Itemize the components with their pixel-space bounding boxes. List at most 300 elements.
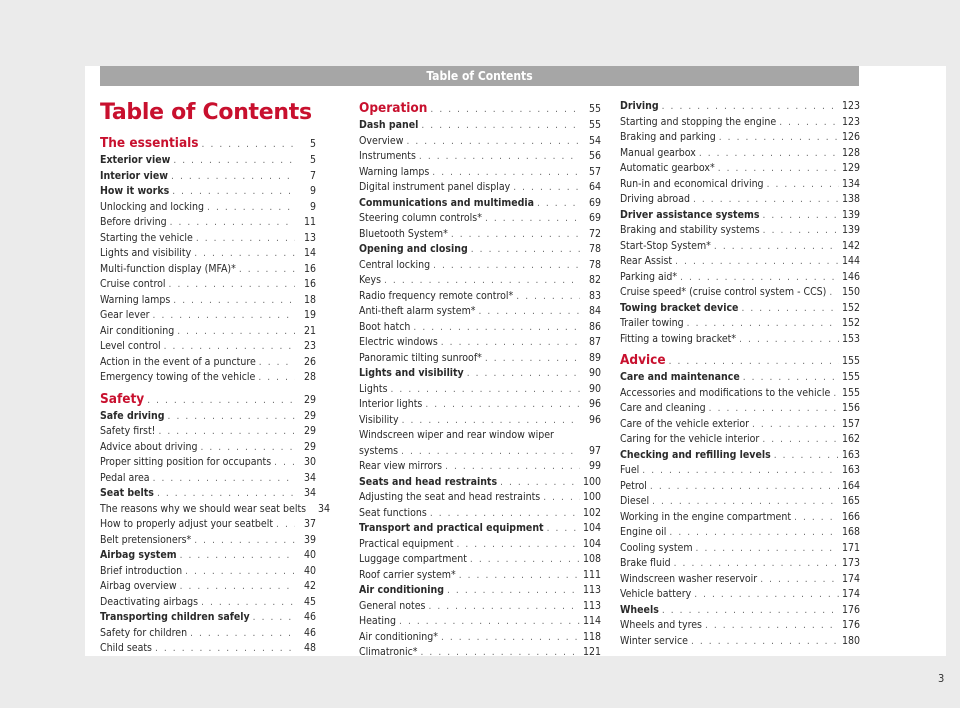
toc-entry[interactable]: [620, 161, 860, 177]
toc-entry[interactable]: [620, 401, 860, 417]
toc-page-number: 100: [582, 491, 601, 503]
toc-entry-label: Brake fluid: [620, 557, 671, 569]
toc-entry[interactable]: [359, 382, 601, 398]
toc-entry[interactable]: [620, 587, 860, 603]
toc-dot-leader: [158, 424, 295, 440]
toc-entry-label: Care and maintenance: [620, 371, 740, 383]
toc-entry[interactable]: [100, 486, 316, 502]
toc-entry-label: Driving abroad: [620, 193, 690, 205]
toc-dot-leader: [743, 370, 839, 386]
toc-entry-label: General notes: [359, 599, 426, 612]
toc-dot-leader: [153, 471, 295, 487]
toc-entry-label: How it works: [100, 185, 170, 197]
toc-section-heading[interactable]: [100, 390, 316, 409]
toc-entry-label: Parking aid*: [620, 270, 678, 283]
toc-entry[interactable]: [359, 366, 601, 382]
toc-entry[interactable]: [359, 273, 601, 289]
toc-entry[interactable]: [359, 459, 601, 475]
toc-page-number: 162: [841, 433, 860, 445]
toc-dot-leader: [259, 355, 295, 371]
toc-entry[interactable]: [100, 502, 331, 518]
toc-entry[interactable]: [359, 289, 601, 305]
toc-entry-label: Driving: [620, 100, 659, 112]
toc-dot-leader: [430, 100, 580, 119]
toc-entry-label: Rear view mirrors: [359, 460, 443, 472]
toc-dot-leader: [173, 153, 295, 169]
toc-entry[interactable]: [359, 351, 601, 367]
toc-dot-leader: [399, 614, 580, 630]
toc-entry-label: Fuel: [620, 464, 640, 476]
toc-dot-leader: [168, 409, 295, 425]
toc-entry-label: Warning lamps: [359, 165, 430, 178]
toc-dot-leader: [432, 165, 580, 181]
toc-page-number: 134: [841, 177, 860, 190]
toc-page-number: 153: [841, 332, 860, 345]
toc-dot-leader: [767, 177, 839, 193]
toc-entry[interactable]: [100, 231, 316, 247]
toc-dot-leader: [691, 634, 839, 650]
toc-entry[interactable]: [620, 541, 860, 557]
toc-page-number: 82: [588, 274, 601, 286]
toc-entry[interactable]: [620, 448, 860, 464]
toc-entry-label: The reasons why we should wear seat belts: [100, 502, 307, 515]
toc-entry-label: Child seats: [100, 642, 152, 654]
toc-page-number: 123: [841, 100, 860, 112]
toc-dot-leader: [201, 595, 295, 611]
toc-entry-label: Advice about driving: [100, 440, 198, 453]
toc-page-number: 11: [303, 216, 316, 228]
toc-entry[interactable]: [100, 424, 316, 440]
toc-entry-label: Panoramic tilting sunroof*: [359, 351, 482, 364]
toc-page-number: 144: [841, 255, 860, 267]
toc-entry-label: Accessories and modifications to the vehicle: [620, 386, 831, 399]
toc-entry[interactable]: [359, 134, 601, 150]
toc-page-number: 96: [588, 413, 601, 426]
toc-dot-leader: [433, 258, 580, 274]
toc-entry[interactable]: [359, 552, 601, 568]
toc-entry[interactable]: [100, 215, 316, 231]
toc-entry[interactable]: [620, 332, 860, 348]
toc-dot-leader: [445, 459, 580, 475]
toc-entry[interactable]: [359, 583, 601, 599]
toc-entry[interactable]: [100, 246, 316, 262]
toc-entry[interactable]: [359, 211, 601, 227]
toc-page-number: 99: [588, 460, 601, 472]
toc-entry-label: Lights and visibility: [100, 247, 192, 259]
toc-entry[interactable]: [100, 595, 316, 611]
toc-entry-label: Practical equipment: [359, 537, 454, 550]
toc-dot-leader: [467, 366, 580, 382]
toc-entry-label: Advice: [620, 352, 666, 368]
toc-entry[interactable]: [620, 556, 860, 572]
toc-dot-leader: [274, 455, 295, 471]
toc-page-number: 78: [588, 258, 601, 271]
toc-dot-leader: [430, 506, 580, 522]
toc-entry-label: Cruise speed* (cruise control system - CCS): [620, 286, 827, 298]
toc-dot-leader: [760, 572, 839, 588]
toc-page-number: 168: [841, 526, 860, 538]
toc-entry[interactable]: [100, 533, 316, 549]
toc-entry-label: Starting the vehicle: [100, 231, 193, 244]
toc-entry[interactable]: [359, 614, 601, 630]
running-header: Table of Contents: [100, 66, 859, 86]
toc-entry[interactable]: [620, 99, 860, 115]
toc-dot-leader: [470, 552, 580, 568]
toc-dot-leader: [413, 320, 580, 336]
toc-entry[interactable]: [620, 177, 860, 193]
toc-page-number: 29: [303, 440, 316, 453]
toc-entry[interactable]: [359, 335, 601, 351]
toc-dot-leader: [169, 277, 295, 293]
toc-entry-label: Proper sitting position for occupants: [100, 456, 272, 468]
toc-entry-label: Checking and refilling levels: [620, 448, 771, 461]
toc-page-number: 166: [841, 510, 860, 523]
toc-page-number: 7: [309, 169, 316, 182]
toc-dot-leader: [185, 564, 295, 580]
toc-entry[interactable]: [620, 510, 860, 526]
toc-entry[interactable]: [620, 370, 860, 386]
toc-entry[interactable]: [100, 564, 316, 580]
toc-dot-leader: [425, 397, 580, 413]
toc-entry[interactable]: [359, 118, 601, 134]
toc-page-number: 100: [582, 475, 601, 488]
toc-entry[interactable]: [359, 227, 601, 243]
toc-entry[interactable]: [359, 521, 601, 537]
toc-dot-leader: [173, 293, 295, 309]
toc-entry-label: Windscreen wiper and rear window wiper: [359, 429, 554, 441]
toc-entry[interactable]: [620, 115, 860, 131]
toc-entry[interactable]: [620, 525, 860, 541]
toc-page-number: 48: [303, 642, 316, 654]
toc-entry-label: Lights: [359, 382, 388, 395]
toc-entry[interactable]: [359, 320, 601, 336]
toc-entry[interactable]: [100, 293, 316, 309]
toc-entry[interactable]: [359, 568, 601, 584]
toc-page-number: 9: [309, 185, 316, 197]
toc-entry[interactable]: [620, 618, 860, 634]
toc-entry[interactable]: [100, 409, 316, 425]
toc-entry-label: Keys: [359, 274, 381, 286]
toc-entry[interactable]: [100, 370, 316, 386]
toc-entry[interactable]: [100, 610, 316, 626]
toc-dot-leader: [190, 626, 295, 642]
toc-entry-label: Working in the engine compartment: [620, 510, 792, 523]
toc-page-number: 56: [588, 150, 601, 162]
toc-entry-label: Interior lights: [359, 398, 423, 410]
toc-entry-label: Level control: [100, 340, 161, 352]
toc-dot-leader: [155, 641, 295, 657]
toc-entry-label: Engine oil: [620, 526, 667, 538]
toc-page-number: 29: [303, 393, 316, 406]
toc-entry[interactable]: [359, 413, 601, 429]
toc-page-number: 97: [588, 444, 601, 457]
toc-section-heading[interactable]: [100, 134, 316, 153]
toc-dot-leader: [547, 521, 580, 537]
toc-column-1: [100, 134, 331, 657]
toc-page-number: 126: [841, 131, 860, 143]
toc-dot-leader: [714, 239, 839, 255]
toc-entry[interactable]: [100, 339, 316, 355]
toc-page-number: 40: [303, 549, 316, 561]
toc-entry[interactable]: [620, 432, 860, 448]
toc-entry[interactable]: [100, 262, 316, 278]
toc-dot-leader: [200, 440, 295, 456]
toc-page-number: 164: [841, 479, 860, 492]
toc-page-number: 64: [588, 181, 601, 193]
toc-page-number: 155: [841, 355, 860, 367]
toc-entry-label: Cruise control: [100, 278, 166, 290]
toc-dot-leader: [384, 273, 580, 289]
toc-page-number: 171: [841, 541, 860, 554]
toc-entry-label: Lights and visibility: [359, 367, 464, 379]
toc-page-number: 89: [588, 351, 601, 364]
toc-entry-label: How to properly adjust your seatbelt: [100, 518, 274, 530]
toc-dot-leader: [401, 444, 580, 460]
toc-entry[interactable]: [359, 630, 601, 646]
toc-page-number: 83: [588, 289, 601, 302]
toc-dot-leader: [662, 99, 839, 115]
toc-entry[interactable]: [359, 397, 601, 413]
toc-entry-label: Safety first!: [100, 425, 156, 437]
toc-dot-leader: [171, 169, 295, 185]
toc-entry[interactable]: [620, 270, 860, 286]
toc-entry-label: Instruments: [359, 150, 416, 162]
toc-dot-leader: [779, 115, 839, 131]
toc-page-number: 78: [588, 243, 601, 255]
toc-entry[interactable]: [359, 242, 601, 258]
toc-page-number: 104: [582, 522, 601, 534]
toc-entry[interactable]: [359, 645, 601, 661]
toc-dot-leader: [763, 223, 839, 239]
toc-dot-leader: [500, 475, 580, 491]
toc-page-number: 14: [303, 247, 316, 259]
toc-dot-leader: [513, 180, 580, 196]
toc-entry[interactable]: [620, 634, 860, 650]
toc-page-number: 69: [588, 212, 601, 224]
toc-dot-leader: [662, 603, 839, 619]
toc-entry[interactable]: [620, 301, 860, 317]
toc-dot-leader: [762, 432, 839, 448]
toc-dot-leader: [694, 587, 839, 603]
toc-entry[interactable]: [359, 506, 601, 522]
toc-entry[interactable]: [100, 579, 316, 595]
toc-entry-label: Safety for children: [100, 626, 188, 639]
toc-page-number: 111: [582, 568, 601, 581]
toc-entry[interactable]: [359, 475, 601, 491]
toc-entry-label: Trailer towing: [620, 317, 684, 329]
toc-page-number: 155: [841, 386, 860, 399]
toc-page-number: 90: [588, 382, 601, 395]
toc-entry[interactable]: [620, 494, 860, 510]
toc-entry-label: Anti-theft alarm system*: [359, 305, 476, 317]
toc-entry[interactable]: [359, 599, 601, 615]
toc-entry-label: Caring for the vehicle interior: [620, 433, 760, 445]
toc-entry[interactable]: [620, 479, 860, 495]
toc-entry-label: Safe driving: [100, 409, 165, 422]
toc-dot-leader: [428, 599, 580, 615]
toc-dot-leader: [180, 579, 295, 595]
toc-entry[interactable]: [620, 130, 860, 146]
toc-dot-leader: [421, 645, 580, 661]
toc-entry[interactable]: [100, 641, 316, 657]
toc-entry-label: Warning lamps: [100, 293, 171, 306]
toc-page-number: 174: [841, 588, 860, 600]
toc-entry[interactable]: [100, 440, 316, 456]
toc-entry-label: Care and cleaning: [620, 402, 706, 414]
toc-entry-label: Action in the event of a puncture: [100, 355, 256, 368]
toc-entry-label: Care of the vehicle exterior: [620, 417, 749, 430]
toc-entry-label: Air conditioning*: [359, 630, 438, 643]
toc-dot-leader: [172, 184, 295, 200]
toc-entry[interactable]: [620, 223, 860, 239]
toc-page-number: 26: [303, 355, 316, 368]
toc-entry-label: Airbag overview: [100, 580, 177, 592]
toc-page-number: 16: [303, 278, 316, 290]
toc-entry-label: Digital instrument panel display: [359, 181, 511, 193]
toc-entry-label: Rear Assist: [620, 255, 673, 267]
toc-section-heading[interactable]: [620, 351, 860, 370]
toc-dot-leader: [543, 490, 580, 506]
toc-entry-label: Heating: [359, 615, 397, 627]
toc-entry[interactable]: [100, 324, 316, 340]
toc-entry-label: Airbag system: [100, 549, 177, 561]
toc-entry[interactable]: [100, 153, 316, 169]
toc-page-number: 146: [841, 270, 860, 283]
toc-entry[interactable]: [100, 471, 316, 487]
toc-page-number: 29: [303, 425, 316, 437]
toc-entry[interactable]: [100, 200, 316, 216]
toc-page-number: 34: [318, 502, 331, 515]
toc-dot-leader: [829, 285, 839, 301]
toc-entry-label: Winter service: [620, 634, 688, 647]
toc-page-number: 54: [588, 134, 601, 147]
toc-entry-label: Multi-function display (MFA)*: [100, 262, 236, 275]
toc-dot-leader: [674, 556, 839, 572]
toc-entry[interactable]: [359, 165, 601, 181]
toc-dot-leader: [794, 510, 839, 526]
toc-entry[interactable]: [100, 277, 316, 293]
toc-entry[interactable]: [359, 196, 601, 212]
toc-entry[interactable]: [100, 355, 316, 371]
toc-entry-label: Starting and stopping the engine: [620, 115, 777, 128]
toc-entry[interactable]: [100, 548, 316, 564]
toc-entry[interactable]: [359, 180, 601, 196]
toc-dot-leader: [479, 304, 581, 320]
toc-entry[interactable]: [620, 463, 860, 479]
toc-page-number: 155: [841, 371, 860, 383]
toc-entry[interactable]: [359, 537, 601, 553]
toc-dot-leader: [652, 494, 839, 510]
toc-entry[interactable]: [100, 169, 316, 185]
toc-page-number: 55: [588, 103, 601, 115]
toc-dot-leader: [752, 417, 839, 433]
toc-entry[interactable]: [359, 428, 601, 444]
toc-entry-label: Diesel: [620, 495, 650, 507]
toc-dot-leader: [253, 610, 295, 626]
toc-entry-label: Bluetooth System*: [359, 227, 448, 240]
toc-page-number: 5: [309, 154, 316, 166]
toc-page-number: 114: [582, 615, 601, 627]
toc-entry[interactable]: [620, 239, 860, 255]
toc-entry[interactable]: [620, 417, 860, 433]
toc-dot-leader: [485, 351, 580, 367]
toc-dot-leader: [739, 332, 839, 348]
toc-entry[interactable]: [620, 146, 860, 162]
toc-entry-label: Interior view: [100, 169, 169, 182]
toc-entry[interactable]: [620, 285, 860, 301]
toc-entry-label: Towing bracket device: [620, 301, 739, 314]
toc-dot-leader: [718, 161, 839, 177]
toc-entry-label: Start-Stop System*: [620, 239, 711, 252]
toc-entry-label: Overview: [359, 134, 404, 147]
toc-page-number: 176: [841, 603, 860, 616]
toc-entry[interactable]: [359, 490, 601, 506]
toc-page-number: 55: [588, 119, 601, 131]
toc-page-number: 163: [841, 448, 860, 461]
toc-entry[interactable]: [620, 208, 860, 224]
toc-entry[interactable]: [100, 455, 316, 471]
toc-dot-leader: [451, 227, 580, 243]
toc-entry-label: Communications and multimedia: [359, 196, 534, 209]
toc-dot-leader: [693, 192, 839, 208]
toc-entry[interactable]: [359, 258, 601, 274]
toc-dot-leader: [699, 146, 839, 162]
toc-dot-leader: [705, 618, 839, 634]
toc-entry-label: Seat belts: [100, 487, 154, 499]
toc-page-number: 118: [582, 630, 601, 643]
toc-entry-label: Seats and head restraints: [359, 475, 498, 488]
toc-entry-label: Operation: [359, 100, 428, 116]
toc-entry[interactable]: [620, 316, 860, 332]
toc-page-number: 28: [303, 371, 316, 383]
toc-dot-leader: [177, 324, 295, 340]
toc-entry[interactable]: [359, 149, 601, 165]
toc-entry-label: Wheels: [620, 603, 659, 616]
toc-entry[interactable]: [359, 304, 601, 320]
toc-dot-leader: [391, 382, 581, 398]
toc-entry-label: Radio frequency remote control*: [359, 289, 514, 302]
toc-dot-leader: [447, 583, 580, 599]
toc-entry[interactable]: [620, 603, 860, 619]
toc-page-number: 180: [841, 634, 860, 647]
toc-dot-leader: [406, 134, 580, 150]
toc-entry[interactable]: [100, 184, 316, 200]
toc-page-number: 37: [303, 518, 316, 530]
toc-entry[interactable]: [620, 254, 860, 270]
toc-section-heading[interactable]: [359, 99, 601, 118]
toc-entry[interactable]: [100, 308, 316, 324]
toc-page-number: 173: [841, 557, 860, 569]
toc-entry-label: Wheels and tyres: [620, 619, 702, 631]
toc-entry[interactable]: [359, 444, 601, 460]
toc-page-number: 13: [303, 231, 316, 244]
toc-dot-leader: [147, 391, 295, 410]
toc-page-number: 150: [841, 286, 860, 298]
toc-page-number: 152: [841, 301, 860, 314]
toc-entry[interactable]: [620, 192, 860, 208]
toc-entry[interactable]: [620, 572, 860, 588]
toc-dot-leader: [650, 479, 839, 495]
toc-page-number: 69: [588, 196, 601, 209]
page-number: 3: [938, 672, 945, 685]
toc-dot-leader: [471, 242, 580, 258]
toc-dot-leader: [196, 231, 295, 247]
toc-page-number: 86: [588, 320, 601, 333]
toc-entry[interactable]: [100, 517, 316, 533]
toc-page-number: 113: [582, 599, 601, 612]
toc-entry[interactable]: [620, 386, 860, 402]
toc-entry[interactable]: [100, 626, 316, 642]
